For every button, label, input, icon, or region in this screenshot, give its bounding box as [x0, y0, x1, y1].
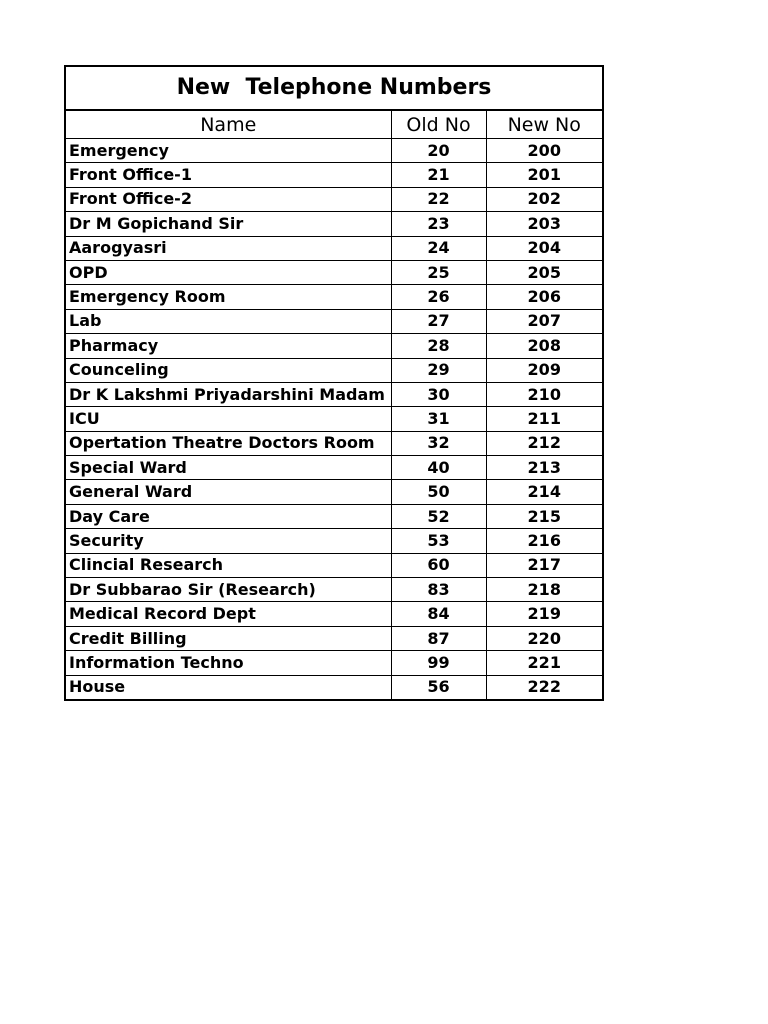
table-row	[66, 480, 602, 504]
old-number-cell: 40	[391, 456, 486, 480]
new-number-cell: 210	[486, 382, 602, 406]
name-cell: Pharmacy	[66, 334, 391, 358]
name-cell: Counceling	[66, 358, 391, 382]
table-row	[66, 504, 602, 528]
table-row	[66, 358, 602, 382]
old-number-cell: 31	[391, 407, 486, 431]
old-number-cell: 52	[391, 504, 486, 528]
table-row	[66, 431, 602, 455]
old-number-cell: 87	[391, 626, 486, 650]
new-number-cell: 217	[486, 553, 602, 577]
table-row	[66, 651, 602, 675]
old-number-cell: 22	[391, 187, 486, 211]
directory-grid	[66, 111, 602, 699]
table-title: New Telephone Numbers	[66, 67, 602, 111]
table-row	[66, 456, 602, 480]
name-cell: ICU	[66, 407, 391, 431]
old-number-cell: 29	[391, 358, 486, 382]
new-number-cell: 207	[486, 309, 602, 333]
name-cell: Front Office-2	[66, 187, 391, 211]
table-row	[66, 382, 602, 406]
new-number-cell: 220	[486, 626, 602, 650]
name-cell: Dr Subbarao Sir (Research)	[66, 578, 391, 602]
new-number-cell: 222	[486, 675, 602, 699]
old-number-cell: 23	[391, 212, 486, 236]
old-number-cell: 20	[391, 139, 486, 163]
old-number-cell: 32	[391, 431, 486, 455]
new-number-cell: 218	[486, 578, 602, 602]
new-number-cell: 221	[486, 651, 602, 675]
name-cell: Information Techno	[66, 651, 391, 675]
name-cell: Emergency	[66, 139, 391, 163]
new-number-cell: 216	[486, 529, 602, 553]
name-cell: Credit Billing	[66, 626, 391, 650]
table-row	[66, 626, 602, 650]
name-cell: Clincial Research	[66, 553, 391, 577]
new-number-cell: 213	[486, 456, 602, 480]
new-number-cell: 201	[486, 163, 602, 187]
table-row	[66, 334, 602, 358]
table-row	[66, 529, 602, 553]
header-row	[66, 111, 602, 139]
new-number-cell: 204	[486, 236, 602, 260]
name-cell: Dr M Gopichand Sir	[66, 212, 391, 236]
new-number-cell: 215	[486, 504, 602, 528]
new-number-cell: 219	[486, 602, 602, 626]
name-cell: Aarogyasri	[66, 236, 391, 260]
old-number-cell: 26	[391, 285, 486, 309]
new-number-cell: 212	[486, 431, 602, 455]
old-number-cell: 28	[391, 334, 486, 358]
old-number-cell: 84	[391, 602, 486, 626]
name-cell: Emergency Room	[66, 285, 391, 309]
name-cell: House	[66, 675, 391, 699]
name-cell: Special Ward	[66, 456, 391, 480]
name-cell: Lab	[66, 309, 391, 333]
table-row	[66, 260, 602, 284]
table-row	[66, 139, 602, 163]
table-row	[66, 578, 602, 602]
column-header-name: Name	[66, 111, 391, 139]
table-row	[66, 675, 602, 699]
old-number-cell: 83	[391, 578, 486, 602]
table-row	[66, 553, 602, 577]
table-body	[66, 139, 602, 699]
old-number-cell: 60	[391, 553, 486, 577]
table-row	[66, 285, 602, 309]
new-number-cell: 205	[486, 260, 602, 284]
table-row	[66, 212, 602, 236]
table-row	[66, 407, 602, 431]
new-number-cell: 206	[486, 285, 602, 309]
old-number-cell: 25	[391, 260, 486, 284]
old-number-cell: 50	[391, 480, 486, 504]
new-number-cell: 208	[486, 334, 602, 358]
table-row	[66, 309, 602, 333]
new-number-cell: 200	[486, 139, 602, 163]
new-number-cell: 211	[486, 407, 602, 431]
name-cell: OPD	[66, 260, 391, 284]
name-cell: Opertation Theatre Doctors Room	[66, 431, 391, 455]
name-cell: Front Office-1	[66, 163, 391, 187]
old-number-cell: 56	[391, 675, 486, 699]
table-row	[66, 163, 602, 187]
name-cell: Day Care	[66, 504, 391, 528]
new-number-cell: 203	[486, 212, 602, 236]
new-number-cell: 209	[486, 358, 602, 382]
old-number-cell: 99	[391, 651, 486, 675]
telephone-directory-table	[64, 65, 604, 701]
table-row	[66, 602, 602, 626]
column-header-old-no: Old No	[391, 111, 486, 139]
name-cell: Dr K Lakshmi Priyadarshini Madam	[66, 382, 391, 406]
old-number-cell: 21	[391, 163, 486, 187]
table-row	[66, 236, 602, 260]
old-number-cell: 24	[391, 236, 486, 260]
old-number-cell: 27	[391, 309, 486, 333]
column-header-new-no: New No	[486, 111, 602, 139]
new-number-cell: 214	[486, 480, 602, 504]
table-row	[66, 187, 602, 211]
name-cell: Security	[66, 529, 391, 553]
old-number-cell: 53	[391, 529, 486, 553]
name-cell: Medical Record Dept	[66, 602, 391, 626]
name-cell: General Ward	[66, 480, 391, 504]
old-number-cell: 30	[391, 382, 486, 406]
new-number-cell: 202	[486, 187, 602, 211]
